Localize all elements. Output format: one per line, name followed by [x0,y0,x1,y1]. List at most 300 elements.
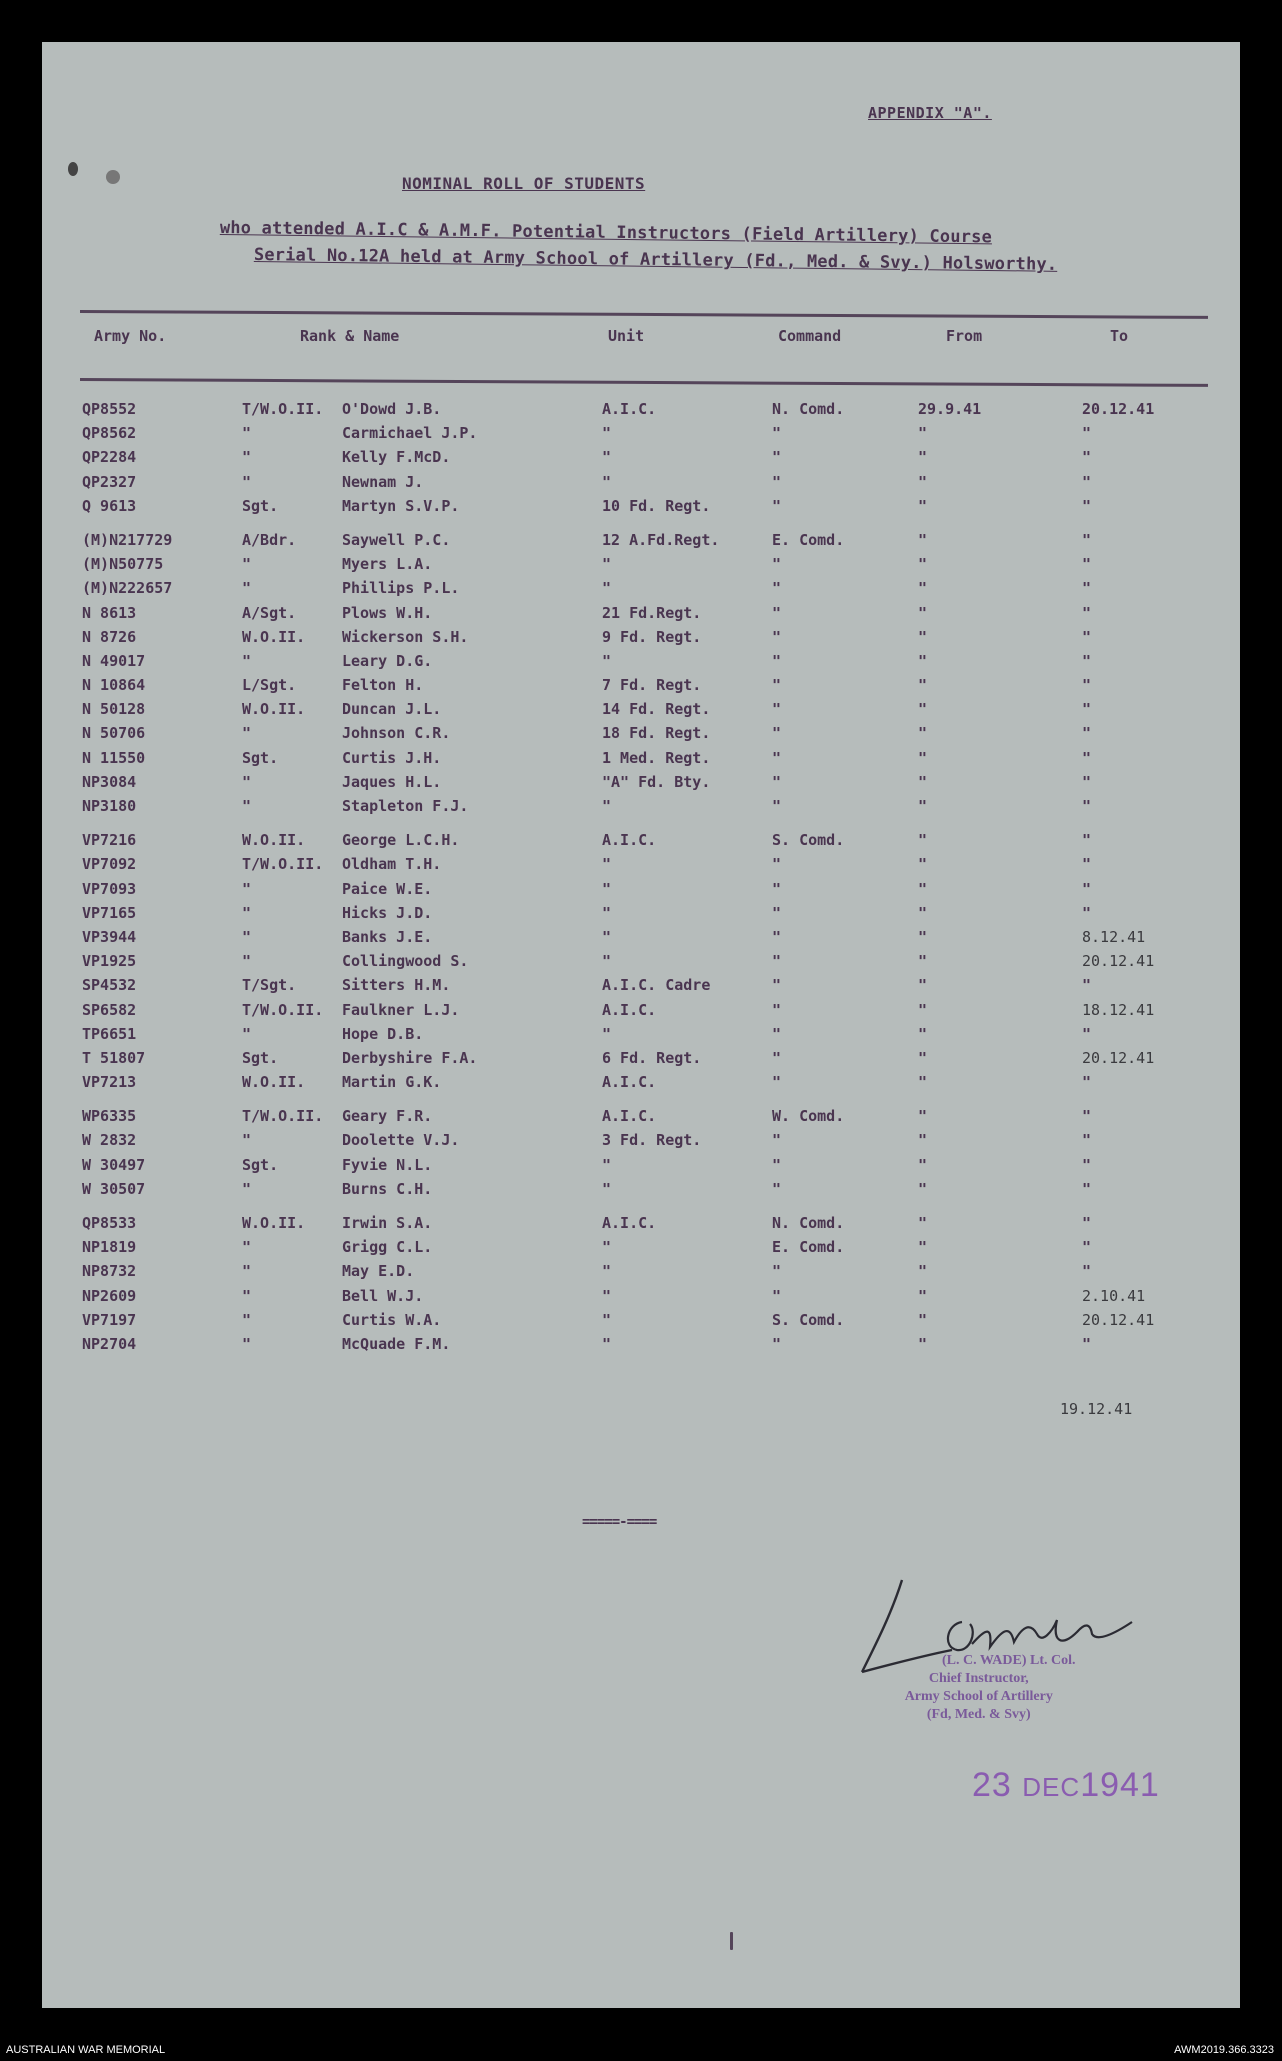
name-cell: George L.C.H. [342,831,460,850]
command-cell: " [772,903,782,922]
command-cell: " [772,700,782,719]
group-gap [42,1097,1240,1107]
name-cell: Fyvie N.L. [342,1155,433,1174]
table-row [42,1025,1240,1049]
from-cell: " [918,879,928,898]
command-cell: " [772,627,782,646]
from-cell: " [918,472,928,491]
command-cell: " [772,579,782,598]
from-cell: " [918,903,928,922]
from-cell: " [918,448,928,467]
group-gap [42,521,1240,531]
signatory-role: Chief Instructor, [928,1671,1029,1686]
command-cell: " [772,1334,782,1353]
to-cell: " [1082,831,1092,850]
from-cell: " [918,927,928,946]
command-cell: " [772,424,782,443]
from-cell: " [918,555,928,574]
table-row [42,797,1240,821]
army-no-cell: NP2704 [82,1334,137,1353]
rank-cell: L/Sgt. [242,676,297,695]
rank-cell: " [242,1179,252,1198]
group-gap [42,1204,1240,1214]
name-cell: Doolette V.J. [342,1131,460,1150]
command-cell: " [772,797,782,815]
rank-cell: " [242,448,252,467]
to-cell: " [1082,1073,1092,1092]
army-no-cell: N 8726 [82,627,137,646]
army-no-cell: VP7197 [82,1310,137,1329]
name-cell: Bell W.J. [342,1286,424,1305]
name-cell: Kelly F.McD. [342,448,451,467]
rank-cell: A/Bdr. [242,530,297,549]
to-cell: " [1082,424,1092,443]
signatory-org-line2: (Fd, Med. & Svy) [926,1707,1031,1722]
from-cell: " [918,1334,928,1353]
from-cell: " [918,1073,928,1092]
table-row [42,676,1240,700]
unit-cell: 14 Fd. Regt. [602,700,711,719]
unit-cell: 18 Fd. Regt. [602,724,711,743]
unit-cell: " [602,555,612,574]
unit-cell: " [602,797,612,815]
appendix-label: APPENDIX "A". [868,104,992,122]
table-row [42,1001,1240,1025]
command-cell: " [772,1131,782,1150]
unit-cell: 21 Fd.Regt. [602,603,702,622]
from-cell: " [918,1214,928,1232]
army-no-cell: WP6335 [82,1107,137,1126]
from-cell: " [918,530,928,549]
rank-cell: W.O.II. [242,1214,306,1232]
table-row [42,831,1240,855]
name-cell: Wickerson S.H. [342,627,469,646]
rank-cell: T/W.O.II. [242,1000,324,1019]
rank-cell: " [242,1131,252,1150]
footer-accession-number: AWM2019.366.3323 [1174,2044,1274,2056]
from-cell: 29.9.41 [918,400,982,418]
army-no-cell: VP3944 [82,927,137,946]
unit-cell: " [602,952,612,971]
signatory-name: (L. C. WADE) Lt. Col. [942,1653,1076,1668]
unit-cell: " [602,1310,612,1329]
to-cell: " [1082,724,1092,743]
rank-cell: W.O.II. [242,700,306,719]
army-no-cell: SP6582 [82,1000,137,1019]
army-no-cell: QP8562 [82,424,137,443]
table-row [42,473,1240,497]
rank-cell: " [242,903,252,922]
command-cell: " [772,772,782,791]
table-row [42,1180,1240,1204]
name-cell: Irwin S.A. [342,1214,433,1232]
from-cell: " [918,952,928,971]
table-row [42,1335,1240,1359]
rank-cell: T/W.O.II. [242,400,324,418]
unit-cell: " [602,1334,612,1353]
rank-cell: " [242,724,252,743]
name-cell: Oldham T.H. [342,855,442,874]
table-row [42,724,1240,748]
command-cell: " [772,603,782,622]
group-gap [42,821,1240,831]
to-cell: " [1082,651,1092,670]
army-no-cell: W 30497 [82,1155,146,1174]
army-no-cell: VP7216 [82,831,137,850]
rank-cell: " [242,1238,252,1257]
army-no-cell: N 10864 [82,676,146,695]
rank-cell: W.O.II. [242,1073,306,1092]
name-cell: Newnam J. [342,472,424,491]
from-cell: " [918,579,928,598]
rank-cell: Sgt. [242,496,279,515]
signature-block [882,1652,1076,1724]
unit-cell: A.I.C. [602,1073,657,1092]
from-cell: " [918,1310,928,1329]
name-cell: Curtis W.A. [342,1310,442,1329]
rank-cell: T/Sgt. [242,976,297,995]
table-row [42,976,1240,1000]
command-cell: " [772,855,782,874]
army-no-cell: Q 9613 [82,496,137,515]
command-cell: " [772,927,782,946]
table-row [42,604,1240,628]
rank-cell: Sgt. [242,1155,279,1174]
name-cell: Curtis J.H. [342,748,442,767]
army-no-cell: NP1819 [82,1238,137,1257]
rank-cell: W.O.II. [242,831,306,850]
rank-cell: " [242,472,252,491]
table-row [42,1214,1240,1238]
command-cell: " [772,472,782,491]
name-cell: Phillips P.L. [342,579,460,598]
nominal-roll-table [42,400,1240,1359]
name-cell: Carmichael J.P. [342,424,478,443]
from-cell: " [918,700,928,719]
command-cell: " [772,1179,782,1198]
table-row [42,652,1240,676]
to-cell: " [1082,1107,1092,1126]
to-cell: " [1082,855,1092,874]
name-cell: Hope D.B. [342,1024,424,1043]
from-cell: " [918,976,928,995]
table-row [42,749,1240,773]
rank-cell: " [242,555,252,574]
unit-cell: " [602,1024,612,1043]
to-cell: " [1082,496,1092,515]
to-cell: " [1082,1155,1092,1174]
punch-hole-mark [68,162,78,176]
unit-cell: " [602,1262,612,1281]
name-cell: Grigg C.L. [342,1238,433,1257]
command-cell: " [772,1073,782,1092]
command-cell: " [772,448,782,467]
to-cell: " [1082,976,1092,995]
rank-cell: " [242,772,252,791]
command-cell: " [772,1000,782,1019]
to-cell: " [1082,797,1092,815]
command-cell: S. Comd. [772,831,845,850]
table-row [42,400,1240,424]
header-rank-name: Rank & Name [300,327,400,345]
rank-cell: " [242,1286,252,1305]
command-cell: " [772,879,782,898]
army-no-cell: N 49017 [82,651,146,670]
name-cell: Sitters H.M. [342,976,451,995]
header-top-rule [80,310,1208,319]
unit-cell: A.I.C. [602,1214,657,1232]
name-cell: Paice W.E. [342,879,433,898]
unit-cell: 10 Fd. Regt. [602,496,711,515]
to-cell: " [1082,472,1092,491]
name-cell: Derbyshire F.A. [342,1048,478,1067]
from-cell: " [918,1000,928,1019]
from-cell: " [918,1131,928,1150]
table-row [42,773,1240,797]
to-cell: " [1082,879,1092,898]
command-cell: E. Comd. [772,530,845,549]
army-no-cell: N 50706 [82,724,146,743]
from-cell: " [918,603,928,622]
from-cell: " [918,797,928,815]
rank-cell: " [242,952,252,971]
command-cell: N. Comd. [772,1214,845,1232]
to-cell: " [1082,579,1092,598]
army-no-cell: QP2284 [82,448,137,467]
table-row [42,952,1240,976]
table-row [42,855,1240,879]
table-row [42,1311,1240,1335]
to-cell: 18.12.41 [1082,1000,1155,1019]
unit-cell: " [602,1155,612,1174]
name-cell: Jaques H.L. [342,772,442,791]
header-from: From [946,327,983,345]
name-cell: Johnson C.R. [342,724,451,743]
rank-cell: " [242,1024,252,1043]
command-cell: " [772,724,782,743]
to-cell: " [1082,448,1092,467]
header-bottom-rule [80,378,1208,387]
from-cell: " [918,1024,928,1043]
command-cell: " [772,1286,782,1305]
table-row [42,1107,1240,1131]
army-no-cell: VP7213 [82,1073,137,1092]
signatory-org: Army School of Artillery [904,1689,1053,1704]
table-row [42,1262,1240,1286]
command-cell: " [772,1048,782,1067]
army-no-cell: VP7165 [82,903,137,922]
unit-cell: " [602,651,612,670]
to-cell: " [1082,1214,1092,1232]
header-command: Command [778,327,842,345]
command-cell: " [772,1155,782,1174]
army-no-cell: (M)N50775 [82,555,164,574]
to-cell: " [1082,603,1092,622]
name-cell: Martyn S.V.P. [342,496,460,515]
from-cell: " [918,724,928,743]
name-cell: Saywell P.C. [342,530,451,549]
from-cell: " [918,1262,928,1281]
command-cell: " [772,496,782,515]
table-row [42,579,1240,603]
command-cell: W. Comd. [772,1107,845,1126]
unit-cell: A.I.C. [602,1000,657,1019]
from-cell: " [918,1155,928,1174]
army-no-cell: (M)N217729 [82,530,173,549]
table-row [42,1156,1240,1180]
command-cell: " [772,555,782,574]
army-no-cell: W 2832 [82,1131,137,1150]
name-cell: May E.D. [342,1262,415,1281]
unit-cell: 6 Fd. Regt. [602,1048,702,1067]
name-cell: Myers L.A. [342,555,433,574]
table-row [42,628,1240,652]
to-cell: " [1082,555,1092,574]
stamp-day: 23 [972,1766,1012,1804]
from-cell: " [918,831,928,850]
to-cell: 20.12.41 [1082,1310,1155,1329]
rank-cell: " [242,579,252,598]
to-cell: " [1082,903,1092,922]
army-no-cell: SP4532 [82,976,137,995]
unit-cell: A.I.C. Cadre [602,976,711,995]
table-row [42,1238,1240,1262]
to-cell: " [1082,1334,1092,1353]
unit-cell: " [602,879,612,898]
army-no-cell: NP3084 [82,772,137,791]
command-cell: N. Comd. [772,400,845,418]
from-cell: " [918,651,928,670]
command-cell: " [772,952,782,971]
stamp-year: 1941 [1080,1766,1160,1804]
unit-cell: " [602,1238,612,1257]
received-date-stamp [972,1766,1160,1805]
name-cell: Faulkner L.J. [342,1000,460,1019]
from-cell: " [918,1238,928,1257]
name-cell: Geary F.R. [342,1107,433,1126]
army-no-cell: N 11550 [82,748,146,767]
table-row [42,497,1240,521]
army-no-cell: VP1925 [82,952,137,971]
header-army-no: Army No. [94,327,167,345]
name-cell: Plows W.H. [342,603,433,622]
unit-cell: " [602,903,612,922]
to-cell: " [1082,627,1092,646]
unit-cell: 12 A.Fd.Regt. [602,530,720,549]
punch-hole-mark [106,170,120,184]
name-cell: Martin G.K. [342,1073,442,1092]
stray-mark [730,1932,733,1950]
table-row [42,555,1240,579]
unit-cell: " [602,424,612,443]
unit-cell: 9 Fd. Regt. [602,627,702,646]
name-cell: Stapleton F.J. [342,797,469,815]
rank-cell: " [242,424,252,443]
header-to: To [1110,327,1129,345]
to-cell: " [1082,700,1092,719]
unit-cell: " [602,855,612,874]
from-cell: " [918,496,928,515]
table-row [42,928,1240,952]
command-cell: " [772,1262,782,1281]
table-row [42,904,1240,928]
table-row [42,1287,1240,1311]
rank-cell: " [242,1310,252,1329]
command-cell: " [772,976,782,995]
extra-to-date: 19.12.41 [1060,1400,1133,1418]
document-sheet [42,42,1240,2008]
to-cell: 2.10.41 [1082,1286,1146,1305]
unit-cell: A.I.C. [602,831,657,850]
end-divider: =====-==== [582,1514,657,1530]
army-no-cell: NP3180 [82,797,137,815]
rank-cell: " [242,927,252,946]
unit-cell: "A" Fd. Bty. [602,772,711,791]
to-cell: " [1082,1024,1092,1043]
from-cell: " [918,1107,928,1126]
table-row [42,880,1240,904]
to-cell: " [1082,772,1092,791]
unit-cell: " [602,1286,612,1305]
from-cell: " [918,424,928,443]
from-cell: " [918,1048,928,1067]
document-title: NOMINAL ROLL OF STUDENTS [402,174,646,193]
unit-cell: " [602,927,612,946]
table-row [42,700,1240,724]
to-cell: " [1082,1179,1092,1198]
army-no-cell: NP2609 [82,1286,137,1305]
name-cell: McQuade F.M. [342,1334,451,1353]
name-cell: Felton H. [342,676,424,695]
name-cell: Collingwood S. [342,952,469,971]
army-no-cell: NP8732 [82,1262,137,1281]
table-row [42,1073,1240,1097]
unit-cell: " [602,472,612,491]
to-cell: 20.12.41 [1082,952,1155,971]
army-no-cell: VP7093 [82,879,137,898]
from-cell: " [918,676,928,695]
to-cell: " [1082,748,1092,767]
header-unit: Unit [608,327,645,345]
table-row [42,424,1240,448]
name-cell: Burns C.H. [342,1179,433,1198]
unit-cell: A.I.C. [602,400,657,418]
unit-cell: 3 Fd. Regt. [602,1131,702,1150]
from-cell: " [918,772,928,791]
rank-cell: " [242,1334,252,1353]
name-cell: Hicks J.D. [342,903,433,922]
unit-cell: A.I.C. [602,1107,657,1126]
army-no-cell: N 50128 [82,700,146,719]
rank-cell: " [242,651,252,670]
table-row [42,531,1240,555]
army-no-cell: TP6651 [82,1024,137,1043]
army-no-cell: W 30507 [82,1179,146,1198]
from-cell: " [918,1179,928,1198]
from-cell: " [918,855,928,874]
rank-cell: A/Sgt. [242,603,297,622]
army-no-cell: (M)N222657 [82,579,173,598]
table-row [42,448,1240,472]
to-cell: " [1082,1238,1092,1257]
table-row [42,1131,1240,1155]
army-no-cell: VP7092 [82,855,137,874]
to-cell: " [1082,530,1092,549]
stamp-month: DEC [1022,1772,1081,1802]
command-cell: " [772,676,782,695]
from-cell: " [918,627,928,646]
rank-cell: Sgt. [242,748,279,767]
